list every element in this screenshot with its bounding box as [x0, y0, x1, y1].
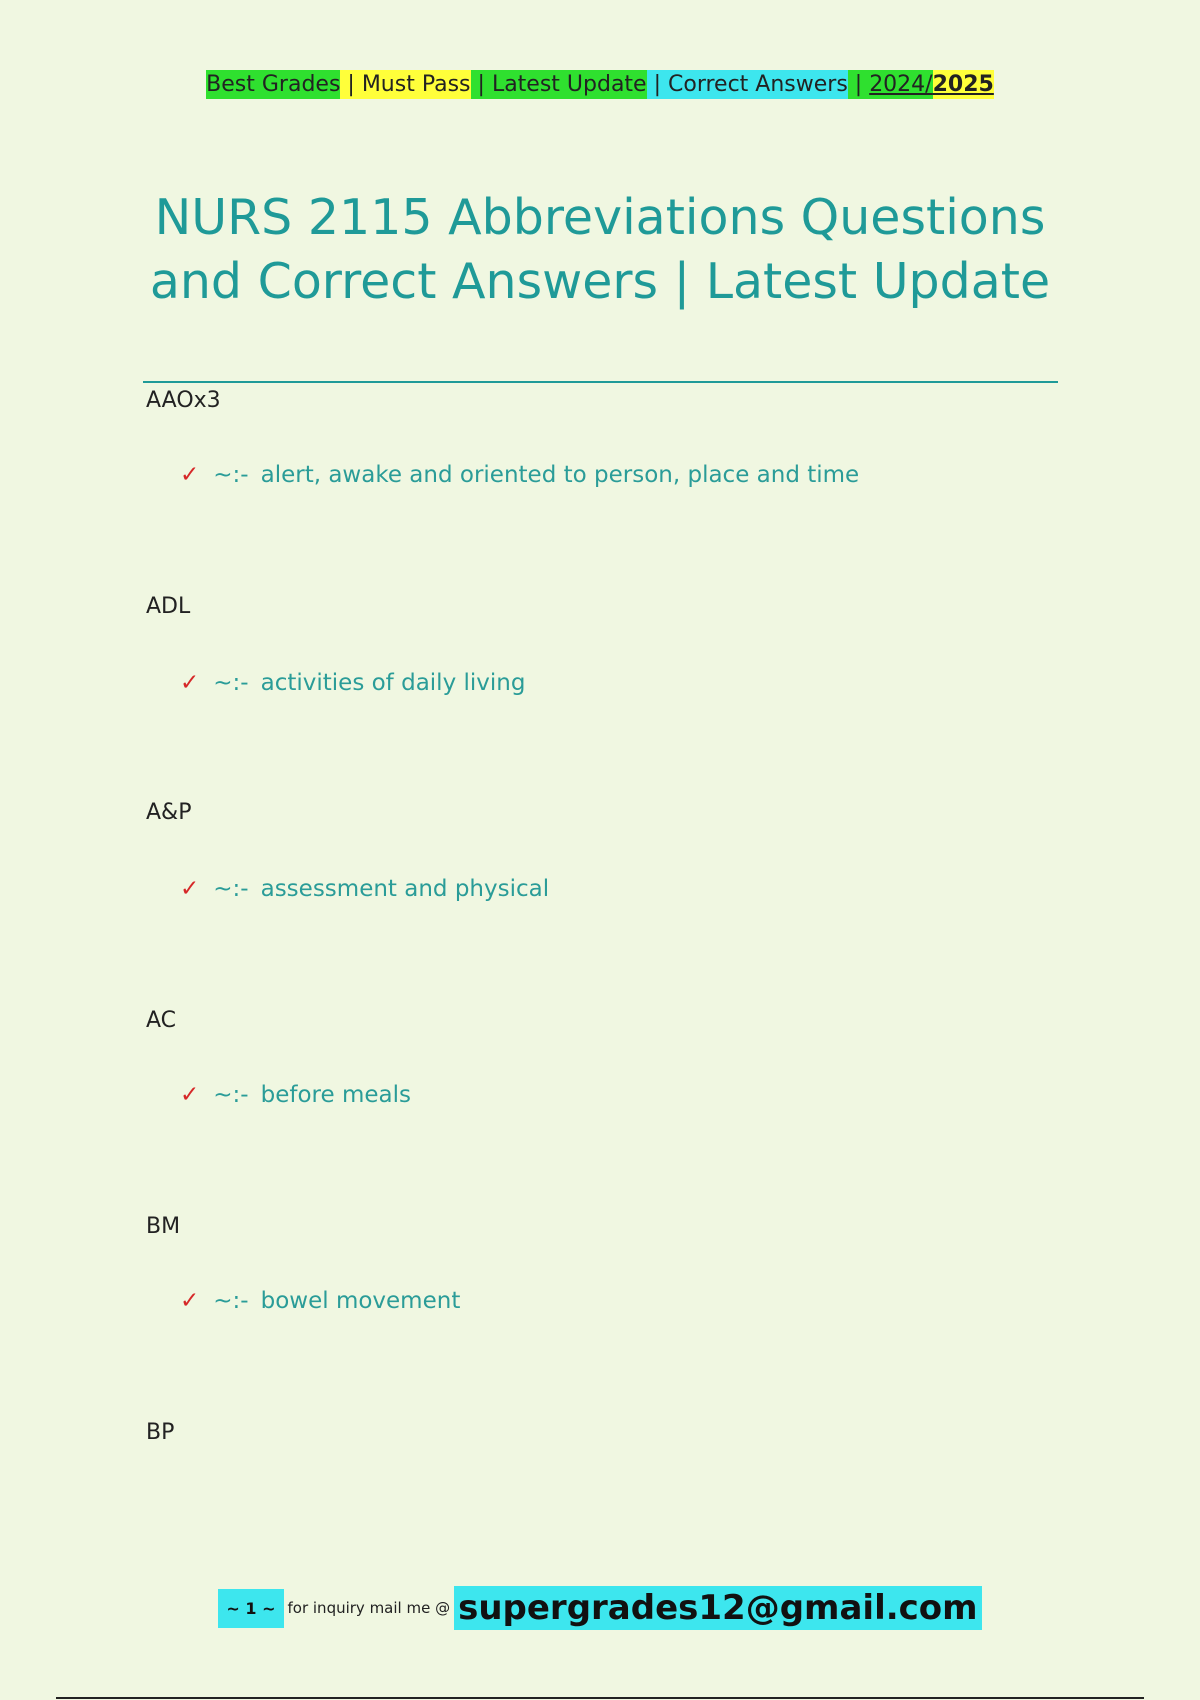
check-icon: ✓	[180, 462, 200, 488]
answer-text: before meals	[260, 1082, 411, 1108]
question-term: AAOx3	[146, 388, 221, 413]
banner-separator: |	[470, 72, 492, 97]
banner-separator: |	[847, 72, 870, 97]
page-footer	[0, 1588, 1200, 1628]
banner-must-pass: Must Pass	[361, 72, 471, 97]
question-term: A&P	[146, 800, 192, 825]
answer-text: activities of daily living	[260, 670, 526, 696]
check-icon: ✓	[180, 1082, 200, 1108]
inquiry-text: for inquiry mail me @	[287, 1599, 451, 1617]
question-term: BP	[146, 1420, 175, 1445]
answer-prefix: ~:-	[213, 876, 249, 902]
header-banner	[0, 70, 1200, 100]
answer-line	[180, 876, 549, 902]
footer-divider	[56, 1697, 1144, 1699]
banner-year-start: 2024/	[869, 72, 933, 97]
banner-year-end: 2025	[932, 72, 994, 97]
answer-text: bowel movement	[260, 1288, 461, 1314]
question-term: AC	[146, 1008, 177, 1033]
title-divider	[143, 381, 1058, 383]
page-number: ~ 1 ~	[218, 1589, 283, 1628]
answer-prefix: ~:-	[213, 1082, 249, 1108]
banner-separator: |	[646, 72, 668, 97]
banner-best-grades: Best Grades	[206, 72, 341, 97]
answer-line	[180, 670, 525, 696]
answer-prefix: ~:-	[213, 670, 249, 696]
answer-text: alert, awake and oriented to person, place and time	[260, 462, 860, 488]
check-icon: ✓	[180, 670, 200, 696]
answer-line	[180, 1082, 411, 1108]
answer-prefix: ~:-	[213, 1288, 249, 1314]
check-icon: ✓	[180, 1288, 200, 1314]
contact-email: supergrades12@gmail.com	[454, 1586, 981, 1630]
check-icon: ✓	[180, 876, 200, 902]
banner-correct-answers: Correct Answers	[668, 72, 848, 97]
answer-prefix: ~:-	[213, 462, 249, 488]
question-term: ADL	[146, 594, 191, 619]
question-term: BM	[146, 1214, 181, 1239]
answer-line	[180, 462, 859, 488]
page-title: NURS 2115 Abbreviations Questions and Correct Answers | Latest Update	[149, 189, 1051, 310]
banner-separator: |	[340, 72, 362, 97]
answer-text: assessment and physical	[260, 876, 550, 902]
banner-latest-update: Latest Update	[491, 72, 647, 97]
answer-line	[180, 1288, 460, 1314]
